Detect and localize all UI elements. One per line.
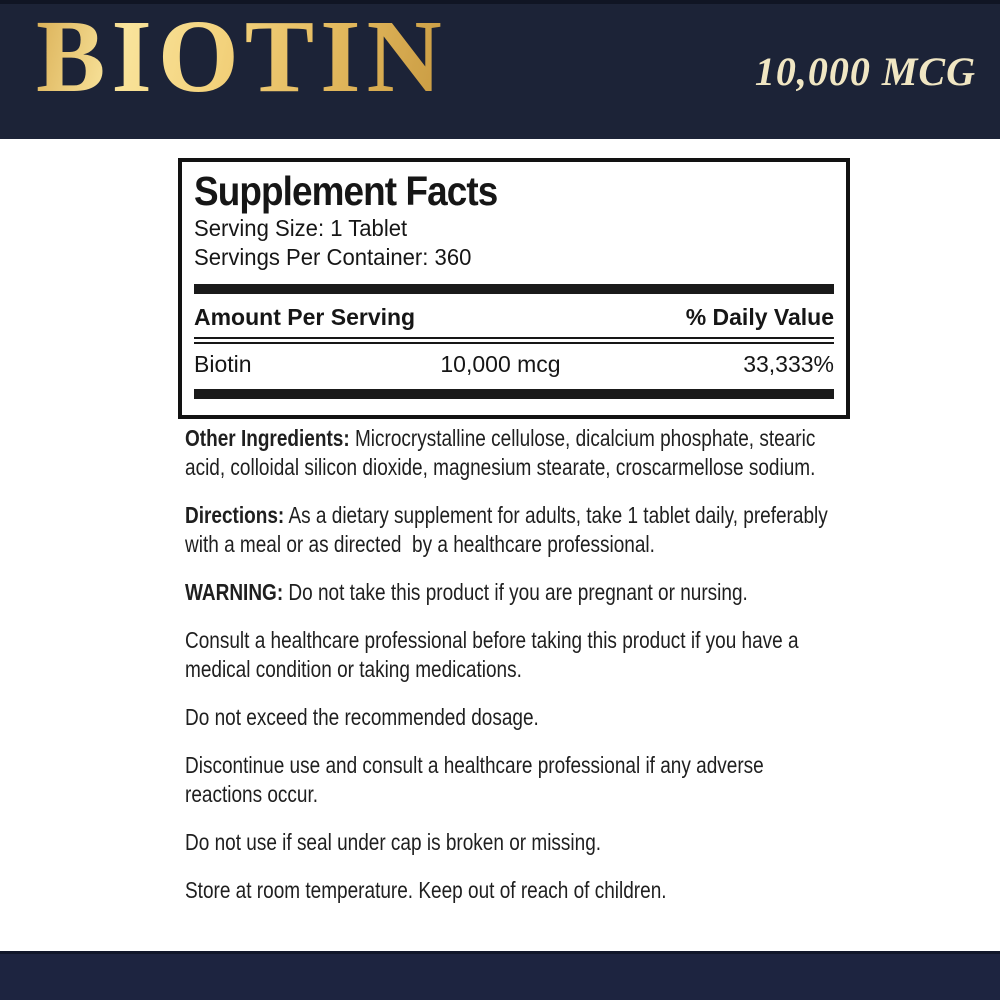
discontinue-paragraph: Discontinue use and consult a healthcare professional if any adverse reactions occur. [185, 752, 770, 807]
serving-size: Serving Size: 1 Tablet [194, 215, 408, 241]
nutrient-name: Biotin [194, 351, 252, 377]
supplement-facts-title: Supplement Facts [194, 168, 498, 214]
other-ingredients-text: Microcrystalline cellulose, dicalcium phosphate, stearic acid, colloidal silicon dioxide, magnesium stearate, croscarmellose sodium. [185, 425, 821, 480]
double-rule-divider [194, 337, 834, 344]
column-amount-per-serving: Amount Per Serving [194, 304, 416, 330]
consult-paragraph: Consult a healthcare professional before taking this product if you have a medical condition or taking medications. [185, 627, 804, 682]
directions-text: As a dietary supplement for adults, take 1 tablet daily, preferably with a meal or as directed by a healthcare professional. [185, 502, 834, 557]
servings-per-container: Servings Per Container: 360 [194, 244, 472, 270]
supplement-facts-panel [178, 158, 850, 419]
dosage-text: 10,000 MCG [754, 49, 976, 94]
brand-title: BIOTIN [36, 0, 448, 114]
nutrient-daily-value: 33,333% [743, 351, 834, 377]
facts-column-headers [194, 294, 834, 337]
warning-text: Do not take this product if you are pregnant or nursing. [283, 579, 748, 605]
thick-divider-top [194, 284, 834, 294]
storage-paragraph: Store at room temperature. Keep out of reach of children. [185, 877, 667, 903]
directions-label: Directions: [185, 502, 285, 528]
header-banner [0, 0, 1000, 139]
directions-paragraph [185, 501, 842, 559]
warning-label: WARNING: [185, 579, 284, 605]
warning-paragraph [185, 578, 842, 607]
table-row [194, 344, 834, 389]
other-ingredients-paragraph [185, 424, 842, 482]
label-body-text [185, 409, 845, 924]
nutrient-amount: 10,000 mcg [440, 351, 561, 377]
seal-paragraph: Do not use if seal under cap is broken or missing. [185, 829, 602, 855]
thick-divider-bottom [194, 389, 834, 399]
column-daily-value: % Daily Value [685, 304, 834, 330]
dosage-limit-paragraph: Do not exceed the recommended dosage. [185, 704, 539, 730]
footer-banner [0, 951, 1000, 1000]
other-ingredients-label: Other Ingredients: [185, 425, 350, 451]
